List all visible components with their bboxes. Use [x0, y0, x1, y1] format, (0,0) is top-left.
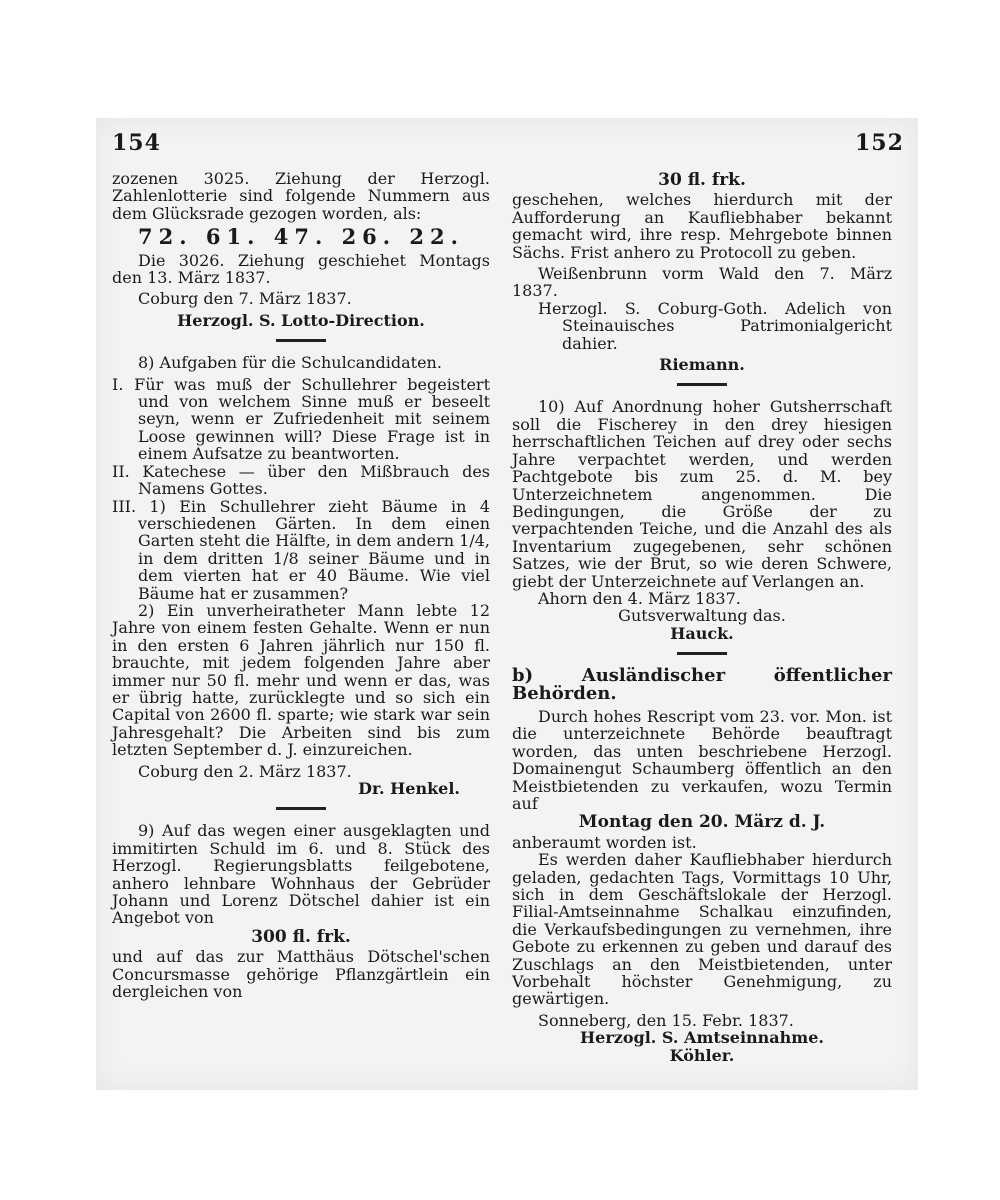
item9-amount-2: 30 fl. frk. [658, 170, 746, 190]
section-b-day: Montag den 20. März d. J. [578, 812, 826, 833]
item9-date: Weißenbrunn vorm Wald den 7. März 1837. [512, 264, 892, 301]
item10-signature: Hauck. [670, 623, 734, 643]
question-1: I. Für was muß der Schullehrer begeistert und von welchem Sinne muß er beseelt seyn, wenn er Zufriedenheit mit seinem Loose gewinnen will? Diese Frage ist in einem Aufsatze zu beantworten. [112, 374, 490, 464]
section-divider [276, 339, 326, 342]
lottery-intro: zozenen 3025. Ziehung der Herzogl. Zahlenlotterie sind folgende Nummern aus dem Glücksrade gezogen worden, als: [112, 169, 490, 223]
section-b-text: Durch hohes Rescript vom 23. vor. Mon. ist die unterzeichnete Behörde beauftragt worden, das unten beschriebene Herzogl. Domainengut Schaumberg öffentlich an den Meistbietenden zu verkaufen, wozu Termin auf [512, 706, 892, 813]
right-column [512, 170, 892, 1064]
section-divider [677, 383, 727, 386]
next-draw-notice: Die 3026. Ziehung geschiehet Montags den 13. März 1837. [112, 250, 490, 288]
page-number-right: 152 [855, 130, 904, 156]
lottery-numbers: 72. 61. 47. 26. 22. [138, 224, 464, 250]
item8-date: Coburg den 2. März 1837. [138, 761, 352, 781]
item9-signature: Riemann. [659, 355, 745, 375]
section-b-invite: Es werden daher Kaufliebhaber hierdurch geladen, gedachten Tags, Vormittags 10 Uhr, sich in dem Geschäftslokale der Herzogl. Filial-Amtseinnahme Schalkau einzufinden, die Verkaufsbedingungen zu vernehmen, ihre Gebote zu erkennen zu geben und darauf des Zuschlags an den Meistbietenden, unter Vorbehalt höchster Genehmigung, zu gewärtigen. [512, 850, 892, 1009]
item10-date: Ahorn den 4. März 1837. [538, 588, 741, 608]
question-3-part-1: III. 1) Ein Schullehrer zieht Bäume in 4 verschiedenen Gärten. In dem einen Garten steht die Hälfte, in dem andern 1/4, in dem dritten 1/8 seiner Bäume und in dem vierten hat er 40 Bäume. Wie viel Bäume hat er zusammen? [112, 496, 490, 603]
lottery-date: Coburg den 7. März 1837. [138, 289, 352, 309]
lottery-signature: Herzogl. S. Lotto-Direction. [177, 310, 425, 330]
question-2: II. Katechese — über den Mißbrauch des Namens Gottes. [112, 461, 490, 499]
item10-office: Gutsverwaltung das. [618, 606, 786, 626]
item9-court: Herzogl. S. Coburg-Goth. Adelich von Steinauisches Patrimonialgericht dahier. [538, 298, 892, 353]
item9-continued: und auf das zur Matthäus Dötschel'schen Concursmasse gehörige Pflanzgärtlein ein dergleichen von [112, 947, 490, 1002]
section-divider [677, 652, 727, 655]
page-number-left: 154 [112, 130, 161, 156]
section-b-scheduled: anberaumt worden ist. [512, 832, 697, 852]
item8-title: 8) Aufgaben für die Schulcandidaten. [138, 353, 442, 373]
question-3-part-2: 2) Ein unverheiratheter Mann lebte 12 Jahre von einem festen Gehalte. Wenn er nun in den ersten 6 Jahren jährlich nur 150 fl. brauchte, mit jedem folgenden Jahre aber immer nur 50 fl. mehr und wenn er das, was er übrig hatte, zurücklegte und so sich ein Capital von 2600 fl. sparte; wie stark war sein Jahresgehalt? Die Arbeiten sind bis zum letzten September d. J. einzureichen. [112, 600, 490, 760]
item8-signature: Dr. Henkel. [358, 779, 460, 798]
section-b-title: b) Ausländischer öffentlicher Behörden. [512, 665, 892, 704]
section-b-office: Herzogl. S. Amtseinnahme. [580, 1028, 824, 1048]
section-b-date: Sonneberg, den 15. Febr. 1837. [538, 1010, 794, 1030]
item9-end: geschehen, welches hierdurch mit der Aufforderung an Kaufliebhaber bekannt gemacht wird, ihre resp. Mehrgebote binnen Sächs. Frist anhero zu Protocoll zu geben. [512, 190, 892, 262]
section-b-signature: Köhler. [669, 1045, 735, 1065]
item9-text: 9) Auf das wegen einer ausgeklagten und immitirten Schuld im 6. und 8. Stück des Herzogl. Regierungsblatts feilgebotene, anhero lehnbare Wohnhaus der Gebrüder Johann und Lorenz Dötschel dahier ist ein Angebot von [112, 821, 490, 928]
section-divider [276, 807, 326, 810]
item9-amount: 300 fl. frk. [251, 926, 351, 947]
item10-text: 10) Auf Anordnung hoher Gutsherrschaft soll die Fischerey in den drey hiesigen herrschaftlichen Teichen auf drey oder sechs Jahre verpachtet werden, und werden Pachtgebote bis zum 25. d. M. bey Unterzeichnetem angenommen. Die Bedingungen, die Größe der zu verpachtenden Teiche, und die Anzahl des als Inventarium zugegebenen, sehr schönen Satzes, wie der Brut, so wie deren Schwere, giebt der Unterzeichnete auf Verlangen an. [512, 397, 892, 591]
left-column [112, 170, 490, 1000]
